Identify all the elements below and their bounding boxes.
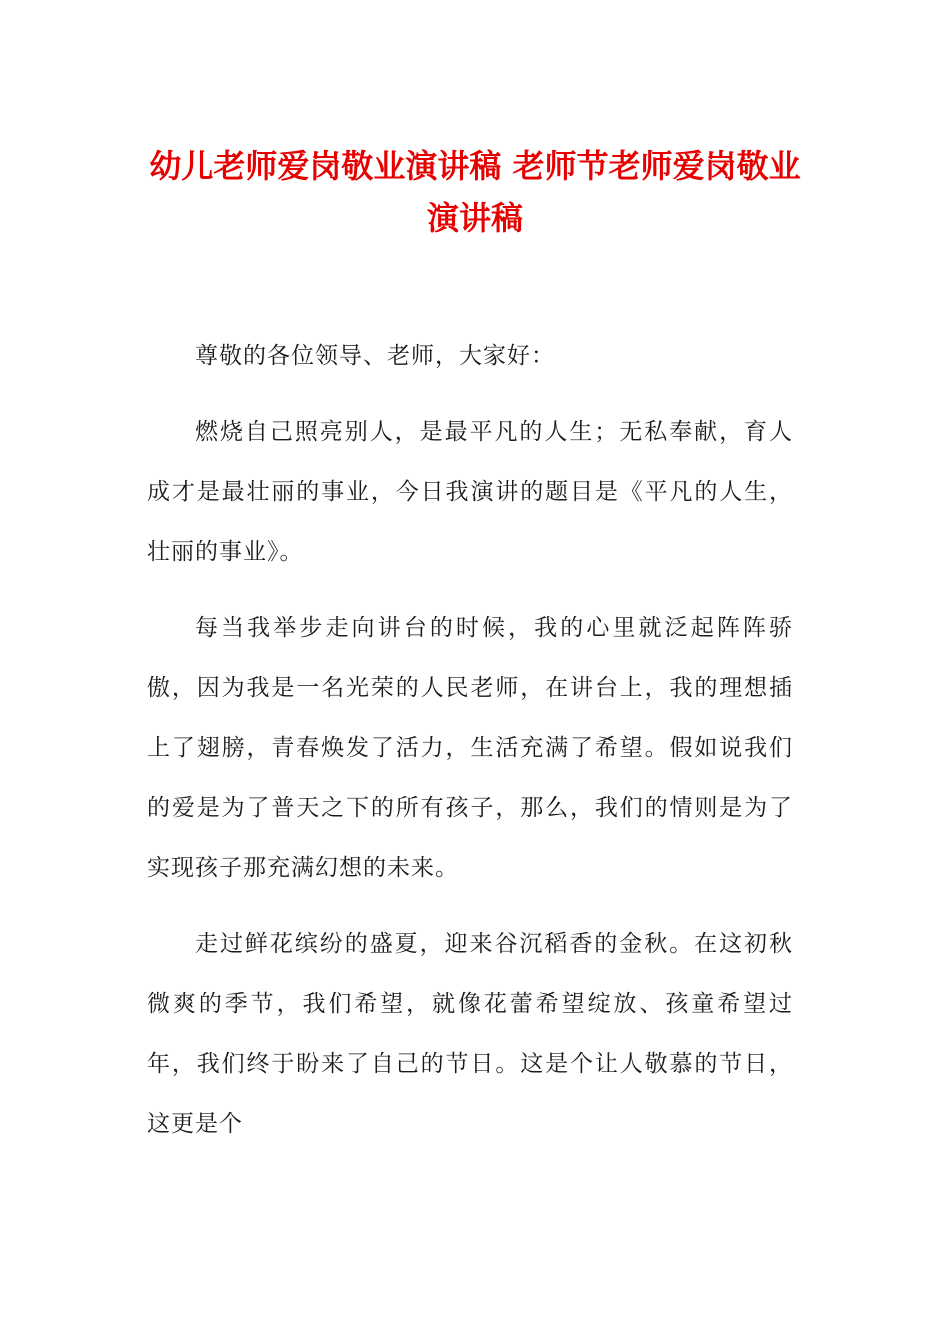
- paragraph-greeting: 尊敬的各位领导、老师，大家好：: [195, 343, 555, 369]
- paragraph-podium: 每当我举步走向讲台的时候，我的心里就泛起阵阵骄傲，因为我是一名光荣的人民老师，在讲台上，我的理想插上了翅膀，青春焕发了活力，生活充满了希望。假如说我们的爱是为了普天之下的所有孩子，那么，我们的情则是为了实现孩子那充满幻想的未来。: [147, 615, 793, 881]
- document-title: 幼儿老师爱岗敬业演讲稿 老师节老师爱岗敬业演讲稿: [149, 147, 801, 237]
- paragraph-intro: 燃烧自己照亮别人，是最平凡的人生；无私奉献，育人成才是最壮丽的事业，今日我演讲的题目是《平凡的人生，壮丽的事业》。: [147, 419, 793, 565]
- paragraph-autumn: 走过鲜花缤纷的盛夏，迎来谷沉稻香的金秋。在这初秋微爽的季节，我们希望，就像花蕾希望绽放、孩童希望过年，我们终于盼来了自己的节日。这是个让人敬慕的节日，这更是个: [147, 931, 793, 1137]
- document-body: [147, 326, 793, 1170]
